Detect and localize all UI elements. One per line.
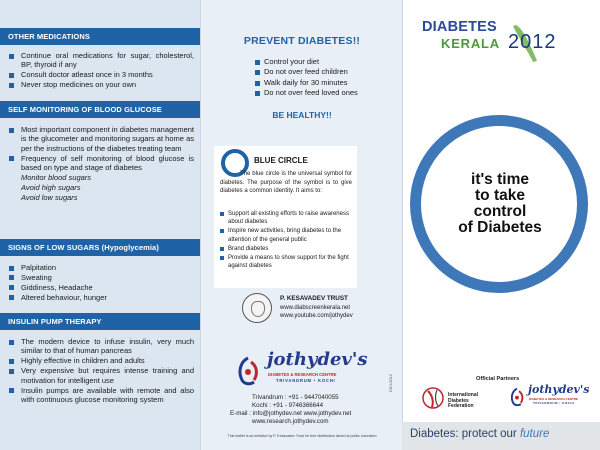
list-item: Control your diet xyxy=(255,57,358,67)
bullet-icon xyxy=(220,212,224,216)
contact-kochi: Kochi : +91 - 9746366644 xyxy=(252,402,324,409)
bullet-icon xyxy=(9,340,14,345)
bullet-icon xyxy=(9,54,14,59)
contact-email[interactable]: E-mail : info@jothydev.net www.jothydev.net xyxy=(230,410,352,417)
self-monitoring-heading: SELF MONITORING OF BLOOD GLUCOSE xyxy=(0,101,200,118)
list-item: Insulin pumps are available with remote and also with continuous glucose monitoring system xyxy=(8,386,194,405)
list-item: Most important component in diabetes management is the glucometer and monitoring sugars at home as per the instructions of the diabetes treating team xyxy=(8,125,194,153)
self-monitoring-list xyxy=(8,125,194,203)
contact-trivandrum: Trivandrum : +91 - 9447040055 xyxy=(252,394,339,401)
prevent-list xyxy=(255,57,358,99)
list-item: Palpitation xyxy=(8,263,194,272)
jothydev-subtitle: DIABETES & RESEARCH CENTRE xyxy=(529,397,579,401)
blue-circle-body: The blue circle is the universal symbol for diabetes. The purpose of the symbol is to give diabetes a common identity. It aims to: xyxy=(220,171,352,195)
list-item: The modern device to infuse insulin, very much similar to that of human pancreas xyxy=(8,337,194,356)
bullet-icon xyxy=(255,81,260,86)
low-sugars-list xyxy=(8,263,194,303)
tagline-line: it's time xyxy=(471,171,529,188)
jothydev-subtitle: DIABETES & RESEARCH CENTRE xyxy=(268,372,337,377)
list-sub-item: Avoid low sugars xyxy=(21,192,78,202)
list-item: Provide a means to show support for the fight against diabetes xyxy=(220,254,354,270)
official-partners-label: Official Partners xyxy=(476,376,520,382)
bullet-icon xyxy=(255,70,260,75)
blue-circle-title: BLUE CIRCLE xyxy=(254,156,308,165)
list-item: Inspire new activities, bring diabetes to the attention of the general public xyxy=(220,227,354,243)
other-medications-heading: OTHER MEDICATIONS xyxy=(0,28,200,45)
bullet-icon xyxy=(9,275,14,280)
list-item: Do not over feed loved ones xyxy=(255,88,358,98)
bullet-icon xyxy=(9,73,14,78)
event-title-diabetes: DIABETES xyxy=(422,19,497,35)
be-healthy-heading: BE HEALTHY!! xyxy=(272,110,332,120)
list-item: Brand diabetes xyxy=(220,245,354,253)
trust-website-link[interactable]: www.diabscreenkerala.net xyxy=(280,305,351,311)
bottom-tagline: Diabetes: protect our future xyxy=(410,428,550,440)
bullet-icon xyxy=(9,285,14,290)
list-item: Never stop medicines on your own xyxy=(8,80,194,89)
list-item: Support all existing efforts to raise awareness about diabetes xyxy=(220,210,354,226)
tagline-line: control xyxy=(473,203,527,220)
bullet-icon xyxy=(255,91,260,96)
list-sub-item: Avoid high sugars xyxy=(21,182,81,192)
list-item: Very expensive but requires intense training and motivation for intelligent use xyxy=(8,366,194,385)
list-sub-item: Monitor blood sugars xyxy=(21,173,92,183)
prevent-diabetes-heading: PREVENT DIABETES!! xyxy=(243,35,361,47)
list-item: Frequency of self monitoring of blood glucose is based on type and stage of diabetes xyxy=(8,154,194,173)
list-item: Consult doctor atleast once in 3 months xyxy=(8,70,194,79)
bullet-icon xyxy=(9,83,14,88)
list-item: Continue oral medications for sugar, cholesterol, BP, thyroid if any xyxy=(8,51,194,70)
list-item: Giddiness, Headache xyxy=(8,283,194,292)
low-sugars-heading: SIGNS OF LOW SUGARS (Hypoglycemia) xyxy=(0,239,200,256)
bullet-icon xyxy=(255,60,260,65)
jothydev-name: jothydev's xyxy=(267,349,368,370)
bullet-icon xyxy=(220,256,224,260)
event-year: 2012 xyxy=(508,31,557,53)
contact-research-link[interactable]: www.research.jothydev.com xyxy=(252,418,329,425)
list-item: Altered behaviour, hunger xyxy=(8,293,194,302)
tagline-line: to take xyxy=(475,187,525,204)
left-panel xyxy=(0,0,200,450)
list-item: Do not over feed children xyxy=(255,67,358,77)
tagline xyxy=(422,172,578,236)
jothydev-cities: TRIVANDRUM • KOCHI xyxy=(276,378,336,383)
jothydev-logo-icon xyxy=(234,356,262,386)
bullet-icon xyxy=(9,369,14,374)
bullet-icon xyxy=(9,295,14,300)
insulin-pump-heading: INSULIN PUMP THERAPY xyxy=(0,313,200,330)
trust-name: P. KESAVADEV TRUST xyxy=(280,295,348,302)
bullet-icon xyxy=(9,156,14,161)
bullet-icon xyxy=(9,266,14,271)
bullet-icon xyxy=(9,359,14,364)
trust-seal-icon xyxy=(242,293,272,323)
bullet-icon xyxy=(9,388,14,393)
idf-name: International Diabetes Federation xyxy=(448,392,479,410)
trust-youtube-link[interactable]: www.youtube.com/jothydev xyxy=(280,313,353,319)
leaflet-footnote: This leaflet is an initiative by P. Kesavadev Trust for free distribution aimed at public education xyxy=(227,434,377,438)
event-title-kerala: KERALA xyxy=(441,36,500,51)
insulin-pump-list xyxy=(8,337,194,405)
bullet-icon xyxy=(220,229,224,233)
blue-circle-aims-list xyxy=(220,210,354,271)
tagline-line: of Diabetes xyxy=(458,219,542,236)
jothydev-cities: TRIVANDRUM • KOCHI xyxy=(533,401,575,405)
list-item: Sweating xyxy=(8,273,194,282)
list-item: Walk daily for 30 minutes xyxy=(255,78,358,88)
print-code: DS/1/2012 xyxy=(389,374,393,392)
list-item: Highly effective in children and adults xyxy=(8,356,194,365)
bullet-icon xyxy=(9,128,14,133)
jothydev-logo-icon xyxy=(508,387,526,407)
jothydev-name: jothydev's xyxy=(528,383,590,396)
other-medications-list xyxy=(8,51,194,90)
idf-logo-icon xyxy=(420,385,446,411)
bullet-icon xyxy=(220,247,224,251)
